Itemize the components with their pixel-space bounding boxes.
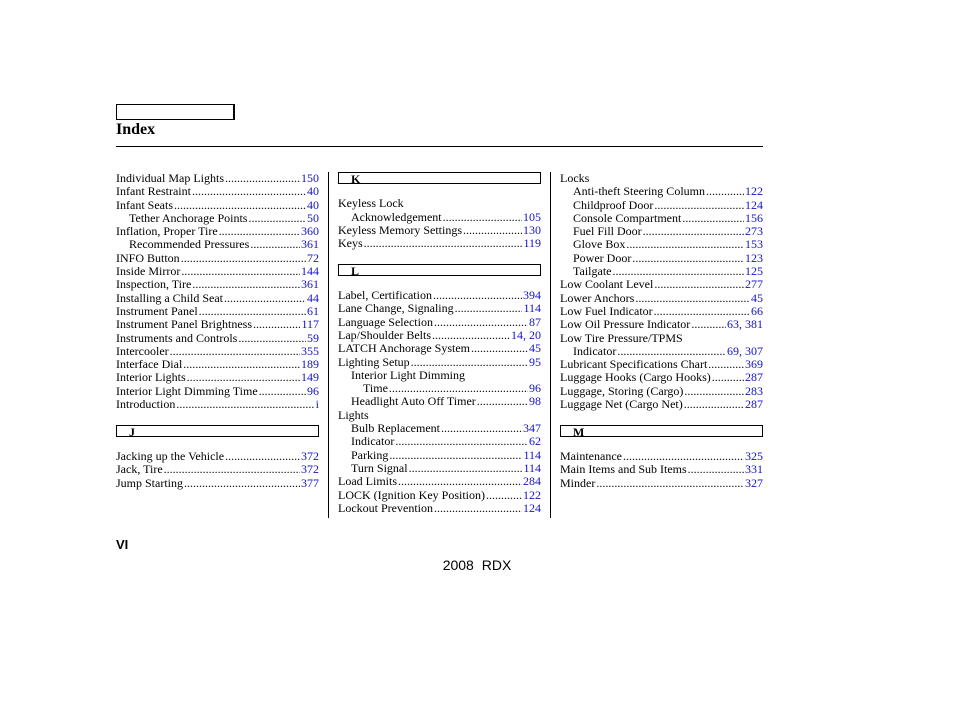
- page-reference-link[interactable]: 361: [301, 237, 319, 252]
- leader-dots: [632, 252, 744, 265]
- leader-dots: [183, 358, 300, 371]
- entry-label: Recommended Pressures: [129, 237, 250, 252]
- index-heading: Locks: [560, 171, 590, 185]
- page-reference-link[interactable]: 153: [745, 237, 763, 252]
- leader-dots: [706, 185, 744, 198]
- entry-label: Bulb Replacement: [351, 421, 440, 436]
- index-entry: [560, 385, 763, 398]
- entry-label: Indicator: [351, 434, 395, 449]
- leader-dots: [170, 345, 300, 358]
- leader-dots: [643, 225, 744, 238]
- leader-dots: [199, 305, 306, 318]
- index-entry: [560, 265, 763, 278]
- leader-dots: [463, 224, 522, 237]
- index-entry: [338, 422, 541, 435]
- page-reference-link[interactable]: 62: [529, 434, 541, 449]
- leader-dots: [612, 265, 744, 278]
- leader-dots: [441, 422, 522, 435]
- page-reference-link[interactable]: 114: [523, 460, 541, 475]
- page-reference-link[interactable]: 96: [307, 383, 319, 398]
- page-reference-link[interactable]: 50: [307, 210, 319, 225]
- index-entry: [116, 185, 319, 198]
- entry-label: Lockout Prevention: [338, 500, 433, 515]
- index-entry: [116, 371, 319, 384]
- leader-dots: [596, 477, 744, 490]
- section-letter: K: [338, 172, 541, 184]
- entry-label: Intercooler: [116, 343, 169, 358]
- section-letter: L: [338, 264, 541, 276]
- entry-label: Luggage Hooks (Cargo Hooks): [560, 370, 711, 385]
- index-entry: [116, 225, 319, 238]
- leader-dots: [250, 238, 300, 251]
- index-entry: [116, 450, 319, 463]
- index-entry: [338, 316, 541, 329]
- entry-label: Acknowledgement: [351, 209, 442, 224]
- page-reference-link[interactable]: 40: [307, 197, 319, 212]
- page-reference-link[interactable]: 125: [745, 264, 763, 279]
- index-entry: [116, 463, 319, 476]
- page-reference-link[interactable]: 69, 307: [727, 343, 763, 358]
- page-reference-link[interactable]: 119: [523, 236, 541, 251]
- entry-label: Jump Starting: [116, 475, 184, 490]
- entry-label: Main Items and Sub Items: [560, 462, 687, 477]
- entry-label: Interior Light Dimming Time: [116, 383, 258, 398]
- page-reference-link[interactable]: 355: [301, 343, 319, 358]
- leader-dots: [225, 450, 300, 463]
- leader-dots: [443, 211, 522, 224]
- page-reference-link[interactable]: 277: [745, 277, 763, 292]
- entry-label: Tailgate: [573, 264, 612, 279]
- index-entry: [116, 398, 319, 411]
- index-entry: [560, 185, 763, 198]
- entry-label: Lap/Shoulder Belts: [338, 327, 431, 342]
- leader-dots: [192, 278, 300, 291]
- entry-label: Turn Signal: [351, 460, 408, 475]
- page-reference-link[interactable]: 156: [745, 210, 763, 225]
- index-entry: [338, 462, 541, 475]
- entry-label: Installing a Child Seat: [116, 290, 223, 305]
- leader-dots: [654, 305, 750, 318]
- leader-dots: [164, 463, 300, 476]
- leader-dots: [181, 252, 306, 265]
- leader-dots: [364, 237, 523, 250]
- index-entry: [116, 212, 319, 225]
- entry-label: INFO Button: [116, 250, 180, 265]
- index-entry: [116, 265, 319, 278]
- page-reference-link[interactable]: 361: [301, 277, 319, 292]
- page-reference-link[interactable]: 360: [301, 224, 319, 239]
- column-divider: [550, 172, 551, 518]
- page-reference-link[interactable]: 117: [301, 317, 319, 332]
- entry-label: Indicator: [573, 343, 617, 358]
- leader-dots: [238, 332, 306, 345]
- page-reference-link[interactable]: 150: [301, 171, 319, 185]
- entry-label: Glove Box: [573, 237, 626, 252]
- index-entry: [338, 475, 541, 488]
- index-column-1: [116, 172, 319, 490]
- entry-label: Power Door: [573, 250, 632, 265]
- entry-label: Headlight Auto Off Timer: [351, 394, 476, 409]
- page-reference-link[interactable]: 347: [523, 421, 541, 436]
- index-entry: [560, 225, 763, 238]
- page-reference-link[interactable]: 14, 20: [511, 327, 541, 342]
- page-reference-link[interactable]: 59: [307, 330, 319, 345]
- entry-label: Tether Anchorage Points: [129, 210, 248, 225]
- leader-dots: [433, 289, 522, 302]
- entry-label: Lubricant Specifications Chart: [560, 357, 708, 372]
- index-entry: [338, 224, 541, 237]
- leader-dots: [395, 435, 528, 448]
- index-entry: [338, 502, 541, 515]
- leader-dots: [398, 475, 522, 488]
- index-entry: [560, 318, 763, 331]
- index-heading: Keyless Lock: [338, 196, 404, 211]
- index-entry: [338, 395, 541, 408]
- index-entry: [116, 172, 319, 185]
- index-entry: [338, 489, 541, 502]
- page-reference-link[interactable]: 124: [523, 500, 541, 515]
- entry-label: Console Compartment: [573, 210, 682, 225]
- page-reference-link[interactable]: 44: [307, 290, 319, 305]
- index-entry: [338, 302, 541, 315]
- page-reference-link[interactable]: 45: [751, 290, 763, 305]
- entry-label: Childproof Door: [573, 197, 654, 212]
- page-reference-link[interactable]: 40: [307, 184, 319, 199]
- index-entry: [338, 289, 541, 302]
- entry-label: Language Selection: [338, 314, 433, 329]
- page-reference-link[interactable]: 144: [301, 264, 319, 279]
- entry-label: Fuel Fill Door: [573, 224, 642, 239]
- page-reference-link[interactable]: 122: [523, 487, 541, 502]
- entry-label: Minder: [560, 475, 596, 490]
- leader-dots: [248, 212, 306, 225]
- index-entry: [560, 371, 763, 384]
- index-entry: [116, 252, 319, 265]
- leader-dots: [684, 398, 744, 411]
- index-entry: [560, 463, 763, 476]
- page-reference-link[interactable]: 114: [523, 301, 541, 316]
- page-reference-link[interactable]: 87: [529, 314, 541, 329]
- leader-dots: [455, 302, 523, 315]
- index-entry: [116, 345, 319, 358]
- page-title: Index: [116, 121, 156, 138]
- index-entry: [560, 345, 763, 358]
- index-entry: [338, 211, 541, 224]
- index-entry: [560, 358, 763, 371]
- index-entry: [338, 435, 541, 448]
- page-reference-link[interactable]: 114: [523, 447, 541, 462]
- section-letter: J: [116, 425, 319, 437]
- entry-label: Maintenance: [560, 448, 622, 463]
- entry-label: Inflation, Proper Tire: [116, 224, 218, 239]
- spacer: [338, 250, 541, 263]
- leader-dots: [409, 462, 523, 475]
- leader-dots: [224, 292, 306, 305]
- index-entry: [116, 385, 319, 398]
- entry-label: LOCK (Ignition Key Position): [338, 487, 485, 502]
- entry-label: Inspection, Tire: [116, 277, 192, 292]
- entry-label: Luggage, Storing (Cargo): [560, 383, 684, 398]
- entry-label: Inside Mirror: [116, 264, 181, 279]
- index-entry: [560, 199, 763, 212]
- spacer: [116, 411, 319, 424]
- leader-dots: [635, 292, 750, 305]
- leader-dots: [192, 185, 306, 198]
- entry-label: Lighting Setup: [338, 354, 410, 369]
- leader-dots: [654, 278, 744, 291]
- page-reference-link[interactable]: i: [315, 397, 319, 412]
- leader-dots: [184, 477, 300, 490]
- index-entry: [338, 449, 541, 462]
- index-entry: [560, 252, 763, 265]
- page-reference-link[interactable]: 130: [523, 222, 541, 237]
- spacer: [338, 184, 541, 197]
- spacer: [560, 411, 763, 424]
- leader-dots: [708, 358, 744, 371]
- page-reference-link[interactable]: 283: [745, 383, 763, 398]
- entry-label: Interface Dial: [116, 357, 183, 372]
- entry-label: Low Oil Pressure Indicator: [560, 317, 691, 332]
- page-reference-link[interactable]: 327: [745, 475, 763, 490]
- title-rule: [116, 146, 763, 147]
- page-reference-link[interactable]: 66: [751, 303, 763, 318]
- entry-label: Low Coolant Level: [560, 277, 654, 292]
- entry-label: Load Limits: [338, 474, 397, 489]
- page-reference-link[interactable]: 372: [301, 448, 319, 463]
- index-entry: [116, 477, 319, 490]
- entry-label: Infant Seats: [116, 197, 173, 212]
- index-entry: [560, 450, 763, 463]
- entry-label: Lower Anchors: [560, 290, 635, 305]
- spacer: [116, 437, 319, 450]
- spacer: [560, 437, 763, 450]
- page-number: VI: [116, 537, 129, 552]
- page-reference-link[interactable]: 63, 381: [727, 317, 763, 332]
- leader-dots: [688, 463, 744, 476]
- column-divider: [328, 172, 329, 518]
- page-reference-link[interactable]: 189: [301, 357, 319, 372]
- index-heading: Low Tire Pressure/TPMS: [560, 330, 683, 345]
- leader-dots: [434, 502, 522, 515]
- index-entry: [338, 342, 541, 355]
- page-reference-link[interactable]: 96: [529, 381, 541, 396]
- footer-model: 2008 RDX: [442, 557, 512, 573]
- spacer: [338, 276, 541, 289]
- leader-dots: [654, 199, 744, 212]
- entry-label: Introduction: [116, 397, 176, 412]
- entry-label: Instrument Panel Brightness: [116, 317, 252, 332]
- index-entry: [560, 212, 763, 225]
- page-reference-link[interactable]: 124: [745, 197, 763, 212]
- leader-dots: [187, 371, 300, 384]
- header-tab-box: [116, 104, 235, 120]
- entry-label: Keys: [338, 236, 363, 251]
- leader-dots: [411, 356, 528, 369]
- entry-label: Label, Certification: [338, 288, 432, 303]
- leader-dots: [623, 450, 744, 463]
- leader-dots: [259, 385, 306, 398]
- index-heading: Interior Light Dimming: [351, 367, 465, 382]
- leader-dots: [389, 449, 522, 462]
- index-entry: [560, 278, 763, 291]
- page-reference-link[interactable]: 331: [745, 462, 763, 477]
- index-heading: Lights: [338, 407, 369, 422]
- leader-dots: [181, 265, 300, 278]
- index-entry: [560, 398, 763, 411]
- page-reference-link[interactable]: 122: [745, 184, 763, 199]
- page-reference-link[interactable]: 287: [745, 397, 763, 412]
- index-entry: [116, 332, 319, 345]
- index-entry: [338, 329, 541, 342]
- leader-dots: [684, 385, 744, 398]
- leader-dots: [253, 318, 300, 331]
- leader-dots: [486, 489, 522, 502]
- index-entry: [560, 477, 763, 490]
- index-column-2: [338, 172, 541, 515]
- page-reference-link[interactable]: 273: [745, 224, 763, 239]
- index-entry: [116, 292, 319, 305]
- page-reference-link[interactable]: 377: [301, 475, 319, 490]
- leader-dots: [174, 199, 306, 212]
- entry-label: Lane Change, Signaling: [338, 301, 454, 316]
- page-reference-link[interactable]: 95: [529, 354, 541, 369]
- section-letter: M: [560, 425, 763, 437]
- entry-label: Individual Map Lights: [116, 171, 224, 185]
- entry-label: Jack, Tire: [116, 462, 163, 477]
- page-reference-link[interactable]: 287: [745, 370, 763, 385]
- page-reference-link[interactable]: 369: [745, 357, 763, 372]
- leader-dots: [219, 225, 300, 238]
- leader-dots: [225, 172, 300, 185]
- entry-label: Low Fuel Indicator: [560, 303, 653, 318]
- entry-label: Anti-theft Steering Column: [573, 184, 705, 199]
- index-entry: [338, 237, 541, 250]
- leader-dots: [176, 398, 314, 411]
- leader-dots: [682, 212, 744, 225]
- leader-dots: [712, 371, 744, 384]
- page-reference-link[interactable]: 394: [523, 288, 541, 303]
- page-reference-link[interactable]: 325: [745, 448, 763, 463]
- entry-label: Time: [363, 381, 388, 396]
- page-reference-link[interactable]: 284: [523, 474, 541, 489]
- entry-label: Luggage Net (Cargo Net): [560, 397, 683, 412]
- page-reference-link[interactable]: 98: [529, 394, 541, 409]
- leader-dots: [434, 316, 528, 329]
- page-reference-link[interactable]: 123: [745, 250, 763, 265]
- entry-label: Instrument Panel: [116, 303, 198, 318]
- entry-label: Parking: [351, 447, 389, 462]
- leader-dots: [691, 318, 726, 331]
- page-reference-link[interactable]: 372: [301, 462, 319, 477]
- index-entry: [116, 305, 319, 318]
- index-entry: [560, 238, 763, 251]
- index-entry: [338, 356, 541, 369]
- index-entry: [560, 305, 763, 318]
- index-entry: [338, 382, 541, 395]
- leader-dots: [477, 395, 528, 408]
- entry-label: LATCH Anchorage System: [338, 341, 470, 356]
- entry-label: Keyless Memory Settings: [338, 222, 462, 237]
- leader-dots: [626, 238, 744, 251]
- page-reference-link[interactable]: 149: [301, 370, 319, 385]
- entry-label: Instruments and Controls: [116, 330, 238, 345]
- index-entry: [116, 278, 319, 291]
- leader-dots: [432, 329, 510, 342]
- page-reference-link[interactable]: 105: [523, 209, 541, 224]
- leader-dots: [617, 345, 726, 358]
- index-entry: [560, 292, 763, 305]
- index-entry: [116, 199, 319, 212]
- index-column-3: [560, 172, 763, 490]
- page-reference-link[interactable]: 61: [307, 303, 319, 318]
- entry-label: Jacking up the Vehicle: [116, 448, 225, 463]
- index-entry: [116, 238, 319, 251]
- index-entry: [116, 318, 319, 331]
- leader-dots: [389, 382, 528, 395]
- index-entry: [116, 358, 319, 371]
- page-reference-link[interactable]: 72: [307, 250, 319, 265]
- leader-dots: [471, 342, 528, 355]
- entry-label: Interior Lights: [116, 370, 186, 385]
- entry-label: Infant Restraint: [116, 184, 191, 199]
- page-reference-link[interactable]: 45: [529, 341, 541, 356]
